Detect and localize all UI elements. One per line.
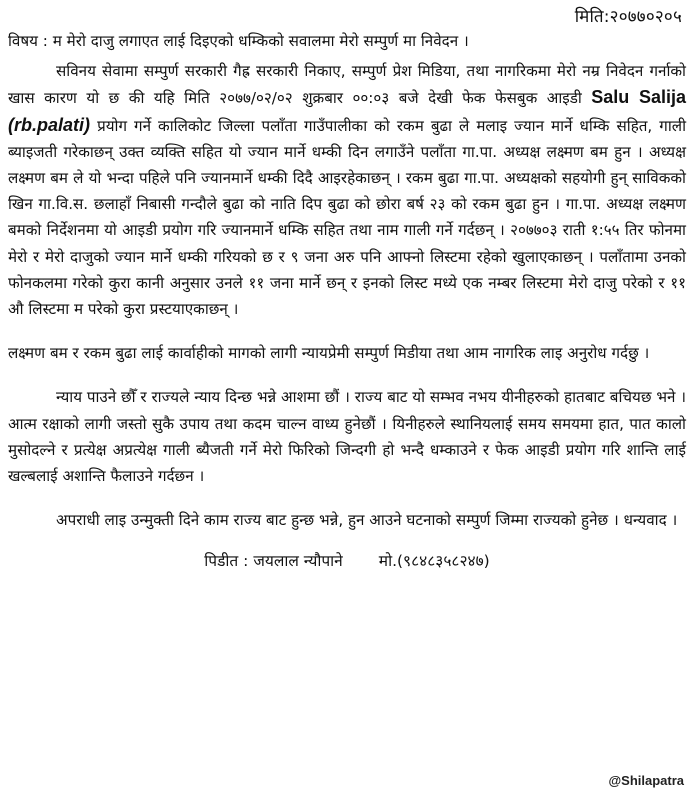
paragraph-main [8, 58, 686, 322]
victim-name: पिडीत : जयलाल न्यौपाने [204, 552, 343, 571]
subject-line: विषय : म मेरो दाजु लगाएत लाई दिइएको धम्किको सवालमा मेरो सम्पुर्ण मा निवेदन । [8, 32, 469, 50]
paragraph-main-intro: सविनय सेवामा सम्पुर्ण सरकारी गैह्र सरकारी निकाए, सम्पुर्ण प्रेश मिडिया, तथा नागरिकमा मेरो नम्र निवेदन गर्नाको खास कारण यो छ की यहि मिति २०७७/०२/०२ शुक्रबार ००:०३ बजे देखी फेक फेसबुक आइडी [8, 62, 686, 108]
paragraph-request: लक्ष्मण बम र रकम बुढा लाई कार्वाहीको मागको लागी न्यायप्रेमी सम्पुर्ण मिडीया तथा आम नागरिक लाइ अनुरोध गर्दछु । [8, 344, 650, 363]
paragraph-main-rest: प्रयोग गर्ने कालिकोट जिल्ला पलाँता गाउँपालीका को रकम बुढा ले मलाइ ज्यान मार्ने धम्कि सहित, गाली ब्याइजती गरेकाछन् उक्त व्यक्ति सहित यो ज्यान मार्ने धम्की दिन लगाउँने पलाँता गा.पा. अध्यक्ष लक्ष्मण बम हुन । अध्यक्ष लक्ष्मण बम ले यो भन्दा पहिले पनि ज्यानमार्ने धम्की दिदै आइरहेकाछन् । रकम बुढा गा.पा. अध्यक्षको सहयोगी हुन् साविकको खिन गा.वि.स. छलाहाँ निबासी गन्दौले बुढा को नाति दिप बुढा को छोरा बर्ष २३ को रकम बुढा हुन । गा.पा. अध्यक्ष लक्ष्मण बमको निर्देशनमा यो आइडी प्रयोग गरि ज्यानमार्ने धम्कि सहित तथा नाम गाली गर्ने गर्दछन् । २०७७०३ राती १:५५ तिर फोनमा मेरो र मेरो दाजुको ज्यान मार्ने धम्की गरियको छ र ९ जना अरु पनि आफ्नो लिस्टमा रहेको खुलाएकाछन् । पलाँतामा उनको फोनकलमा गरेको कुरा कानी अनुसार उनले ११ जना मार्ने छन् र इनको लिस्ट मध्ये एक नम्बर लिस्टमा मेरो दाजु परेको र ११ औ लिस्टमा म परेको कुरा प्रस्टयाएकाछन् । [8, 116, 686, 319]
date: मिति:२०७७०२०५ [574, 7, 682, 27]
victim-phone: मो.(९८४८३५८२४७) [378, 552, 490, 571]
fake-profile-handle: (rb.palati) [8, 114, 91, 135]
paragraph-closing: अपराधी लाइ उन्मुक्ती दिने काम राज्य बाट हुन्छ भन्ने, हुन आउने घटनाको सम्पुर्ण जिम्मा राज्यको हुनेछ । धन्यवाद । [56, 511, 678, 530]
letter-body [8, 28, 686, 571]
watermark: @Shilapatra [608, 773, 684, 788]
signature-line [8, 549, 686, 571]
paragraph-justice: न्याय पाउने छौँ र राज्यले न्याय दिन्छ भन्ने आशमा छौं । राज्य बाट यो सम्भव नभय यीनीहरुको हातबाट बचियछ भने । आत्म रक्षाको लागी जस्तो सुकै उपाय तथा कदम चाल्न वाध्य हुनेछौं । यिनीहरुले स्थानियलाई समय समयमा हात, पात कालो मुसोदल्ने र प्रत्येक्ष अप्रत्येक्ष गाली ब्यैजती गर्ने मेरो फिरिको जिन्दगी हो भन्दै धम्काउने र फेक आइडी प्रयोग गरि शान्ति लाई खल्बलाई अशान्ति फैलाउने गर्दछन । [8, 388, 687, 486]
fake-profile-name: Salu Salija [591, 87, 686, 108]
